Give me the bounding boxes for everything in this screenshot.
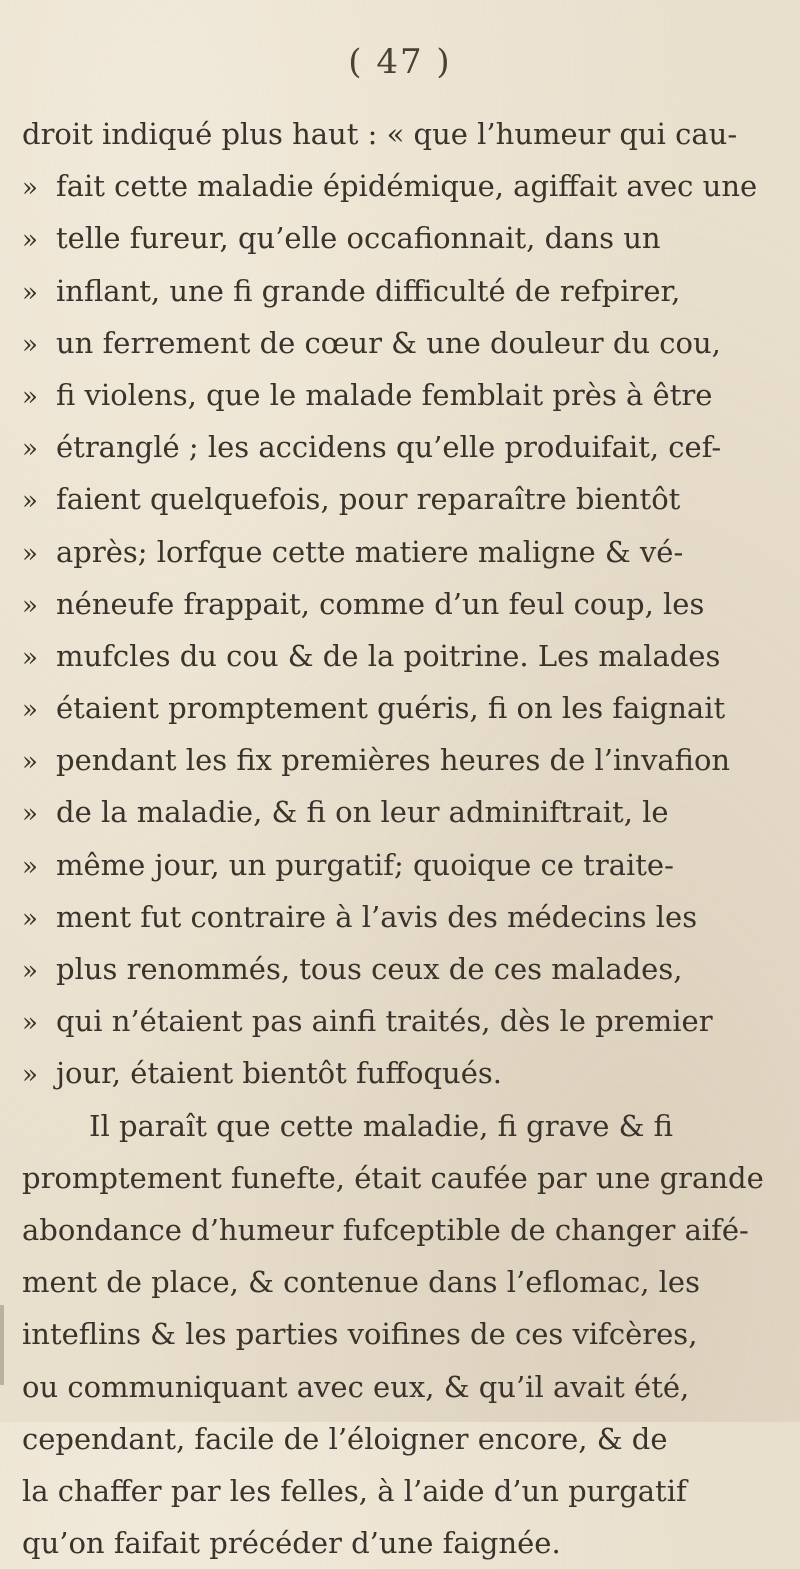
page-number: ( 47 ) (348, 42, 452, 82)
line-text: Il paraît que cette maladie, fi grave & fi (89, 1108, 674, 1143)
line-text: de la maladie, & fi on leur adminiftrait, le (56, 795, 669, 830)
text-line (22, 473, 792, 525)
line-text: abondance d’humeur fufceptible de changer aifé- (22, 1212, 749, 1247)
quotation-mark: » (22, 747, 38, 778)
line-text: ou communiquant avec eux, & qu’il avait été, (22, 1369, 690, 1404)
line-text: même jour, un purgatif; quoique ce traite- (56, 847, 674, 882)
line-text: ment de place, & contenue dans l’eflomac, les (22, 1265, 700, 1300)
line-text: pendant les fix premières heures de l’invafion (56, 743, 731, 778)
text-line (22, 1256, 792, 1308)
text-line (22, 526, 792, 578)
quotation-mark: » (22, 590, 38, 621)
quotation-mark: » (22, 956, 38, 986)
quotation-mark: » (22, 173, 38, 204)
line-text: un ferrement de cœur & une douleur du cou, (56, 325, 721, 360)
line-text: fi violens, que le malade femblait près à être (56, 377, 713, 412)
quotation-mark: » (22, 329, 38, 360)
quotation-mark: » (22, 381, 38, 412)
quotation-mark: » (22, 695, 38, 726)
text-line (22, 1517, 792, 1569)
quotation-mark: » (22, 1008, 38, 1039)
line-text: promptement funefte, était caufée par une grande (22, 1160, 764, 1195)
text-line (22, 786, 792, 838)
text-line (22, 630, 792, 682)
line-text: jour, étaient bientôt fuffoqués. (56, 1056, 502, 1091)
quotation-mark: » (22, 1060, 38, 1091)
text-line (22, 891, 792, 943)
line-text: mufcles du cou & de la poitrine. Les malades (56, 638, 721, 673)
text-line (22, 1308, 792, 1360)
quotation-mark: » (22, 434, 38, 465)
text-line (22, 108, 792, 160)
text-line (22, 682, 792, 734)
line-text: cependant, facile de l’éloigner encore, & de (22, 1421, 668, 1456)
line-text: faient quelquefois, pour reparaître bientôt (56, 482, 681, 517)
text-line (22, 1465, 792, 1517)
line-text: inteflins & les parties voifines de ces vifcères, (22, 1317, 698, 1352)
text-line (22, 578, 792, 630)
text-line (22, 1361, 792, 1413)
line-text: telle fureur, qu’elle occafionnait, dans un (56, 221, 661, 256)
line-text: fait cette maladie épidémique, agiffait avec une (56, 169, 758, 204)
text-line (22, 421, 792, 473)
line-text: droit indiqué plus haut : « que l’humeur qui cau- (22, 117, 738, 151)
quotation-mark: » (22, 277, 38, 308)
line-text: qui n’étaient pas ainfi traités, dès le premier (56, 1004, 713, 1039)
quotation-mark: » (22, 799, 38, 830)
line-text: plus renommés, tous ceux de ces malades, (56, 952, 683, 986)
text-line (22, 160, 792, 212)
line-text: après; lorfque cette matiere maligne & vé- (56, 534, 684, 569)
text-line (22, 317, 792, 369)
text-line (22, 1152, 792, 1204)
text-line (22, 212, 792, 264)
text-line (22, 1047, 792, 1099)
quotation-mark: » (22, 851, 38, 882)
text-line (22, 1204, 792, 1256)
quotation-mark: » (22, 538, 38, 569)
line-text: étaient promptement guéris, fi on les faignait (56, 691, 726, 726)
line-text: inflant, une fi grande difficulté de refpirer, (56, 273, 681, 308)
body-text (22, 108, 792, 1569)
line-text: étranglé ; les accidens qu’elle produifait, cef- (56, 430, 722, 465)
quotation-mark: » (22, 225, 38, 256)
line-text: ment fut contraire à l’avis des médecins les (56, 899, 698, 934)
text-line (22, 839, 792, 891)
page-edge-mark (0, 1305, 4, 1385)
text-line (22, 734, 792, 786)
text-line (22, 369, 792, 421)
quotation-mark: » (22, 486, 38, 517)
quotation-mark: » (22, 903, 38, 934)
line-text: néneufe frappait, comme d’un feul coup, les (56, 586, 705, 621)
quotation-mark: » (22, 642, 38, 673)
text-line-paragraph-start (22, 1100, 792, 1152)
text-line (22, 943, 792, 995)
text-line (22, 995, 792, 1047)
text-line (22, 1413, 792, 1465)
line-text: la chaffer par les felles, à l’aide d’un purgatif (22, 1473, 687, 1508)
text-line (22, 265, 792, 317)
line-text: qu’on faifait précéder d’une faignée. (22, 1526, 561, 1561)
